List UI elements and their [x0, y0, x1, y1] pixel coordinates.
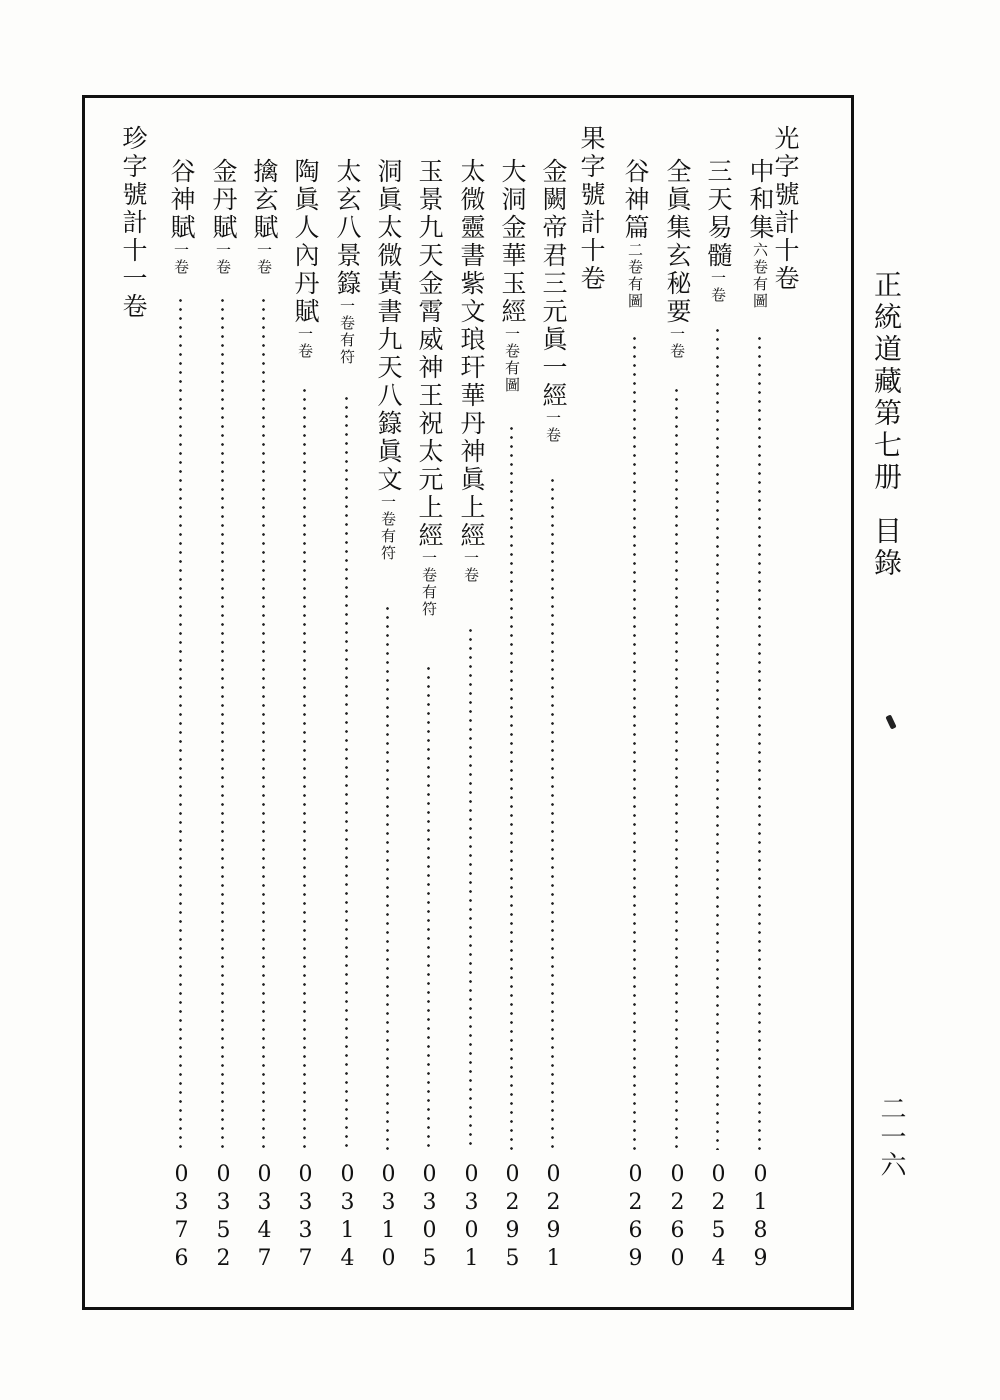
entry-title-text: 金闕帝君三元眞一經	[539, 158, 568, 410]
entry-note: 一卷	[709, 270, 727, 304]
entry-note: 一卷	[172, 242, 190, 276]
entry-title	[456, 158, 486, 584]
entry-title-text: 谷神賦	[167, 158, 196, 242]
entry-page-number: 0337	[293, 1162, 318, 1274]
entry-title	[332, 158, 362, 366]
entry-title-text: 全眞集玄秘要	[663, 158, 692, 326]
entry-title-text: 洞眞太微黃書九天八籙眞文	[374, 158, 403, 494]
entry-title	[620, 158, 650, 310]
leader-dots	[633, 334, 636, 1150]
toc-entry	[332, 0, 362, 1300]
leader-dots	[386, 604, 389, 1150]
page-header	[870, 270, 903, 580]
entry-title-text: 金丹賦	[209, 158, 238, 242]
entry-note: 二卷有圖	[626, 242, 644, 310]
entry-title-text: 谷神篇	[621, 158, 650, 242]
group-heading: 果字號計十卷	[577, 125, 606, 293]
book-title: 正統道藏第七册	[870, 270, 903, 494]
leader-dots	[716, 326, 719, 1150]
entry-note: 一卷	[544, 410, 562, 444]
toc-entry	[414, 0, 444, 1300]
entry-title-text: 中和集	[746, 158, 775, 242]
toc-entry	[373, 0, 403, 1300]
toc-entry	[745, 0, 775, 1300]
entry-page-number: 0189	[748, 1162, 773, 1274]
entry-page-number: 0314	[335, 1162, 360, 1274]
entry-note: 六卷有圖	[751, 242, 769, 310]
entry-title	[538, 158, 568, 444]
section-title: 目錄	[870, 516, 903, 580]
entry-page-number: 0254	[706, 1162, 731, 1274]
entry-page-number: 0260	[665, 1162, 690, 1274]
entry-page-number: 0347	[252, 1162, 277, 1274]
entry-page-number: 0301	[459, 1162, 484, 1274]
toc-entry	[538, 0, 568, 1300]
toc-entry	[662, 0, 692, 1300]
group-heading: 光字號計十卷	[771, 125, 800, 293]
leader-dots	[345, 394, 348, 1150]
toc-entry	[208, 0, 238, 1300]
toc-entry	[497, 0, 527, 1300]
entry-title	[745, 158, 775, 310]
toc-entry	[620, 0, 650, 1300]
leader-dots	[262, 296, 265, 1150]
entry-title-text: 三天易髓	[704, 158, 733, 270]
entry-note: 一卷有符	[420, 550, 438, 618]
leader-dots	[221, 296, 224, 1150]
entry-page-number: 0352	[211, 1162, 236, 1274]
leader-dots	[179, 296, 182, 1150]
entry-page-number: 0291	[541, 1162, 566, 1274]
entry-note: 一卷有符	[379, 494, 397, 562]
entry-note: 一卷	[255, 242, 273, 276]
entry-title-text: 陶眞人內丹賦	[291, 158, 320, 326]
leader-dots	[551, 476, 554, 1150]
leader-dots	[303, 386, 306, 1150]
entry-title	[662, 158, 692, 360]
entry-title	[249, 158, 279, 276]
entry-page-number: 0269	[623, 1162, 648, 1274]
entry-title-text: 玉景九天金霄威神王祝太元上經	[415, 158, 444, 550]
entry-title	[373, 158, 403, 562]
leader-dots	[469, 626, 472, 1150]
entry-title	[290, 158, 320, 360]
group-heading: 珍字號計十一卷	[119, 125, 148, 321]
entry-note: 一卷有圖	[503, 326, 521, 394]
entry-title-text: 太玄八景籙	[333, 158, 362, 298]
entry-title-text: 太微靈書紫文琅玕華丹神眞上經	[457, 158, 486, 550]
entry-title-text: 擒玄賦	[250, 158, 279, 242]
entry-note: 一卷	[296, 326, 314, 360]
ink-mark	[885, 714, 896, 729]
entry-title	[208, 158, 238, 276]
toc-entry	[249, 0, 279, 1300]
entry-page-number: 0310	[376, 1162, 401, 1274]
toc-entry	[166, 0, 196, 1300]
entry-title	[703, 158, 733, 304]
leader-dots	[427, 664, 430, 1150]
entry-title	[166, 158, 196, 276]
entry-title	[414, 158, 444, 618]
entry-note: 一卷	[462, 550, 480, 584]
entry-note: 一卷	[668, 326, 686, 360]
leader-dots	[675, 386, 678, 1150]
leader-dots	[758, 334, 761, 1150]
entry-page-number: 0295	[500, 1162, 525, 1274]
page-number: 二一六	[876, 1095, 906, 1179]
leader-dots	[510, 424, 513, 1150]
entry-note: 一卷	[214, 242, 232, 276]
toc-entry	[456, 0, 486, 1300]
entry-note: 一卷有符	[338, 298, 356, 366]
toc-entry	[290, 0, 320, 1300]
entry-title	[497, 158, 527, 394]
entry-page-number: 0376	[169, 1162, 194, 1274]
entry-page-number: 0305	[417, 1162, 442, 1274]
entry-title-text: 大洞金華玉經	[498, 158, 527, 326]
toc-entry	[703, 0, 733, 1300]
